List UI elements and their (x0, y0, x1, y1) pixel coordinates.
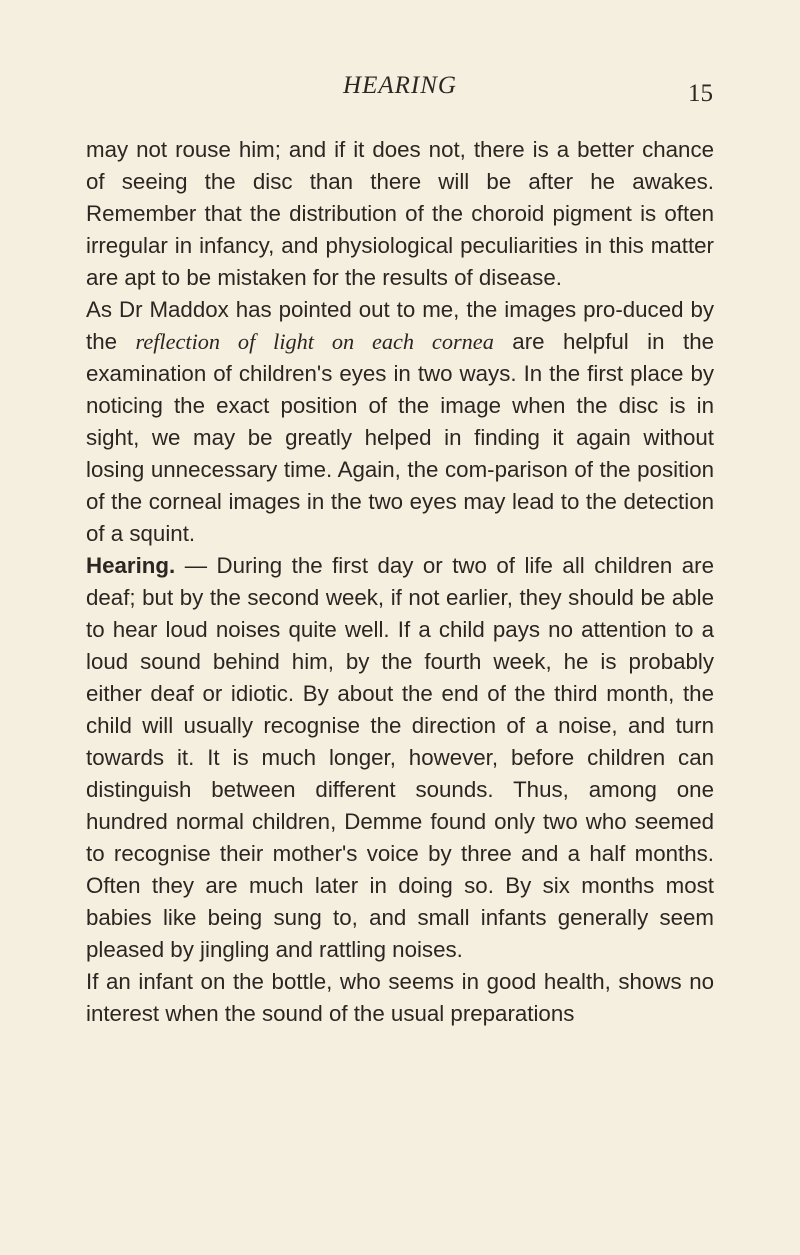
paragraph-3-text: — During the first day or two of life all children are deaf; but by the second week, if not earlier, they should be able to hear loud noises quite well. If a child pays no attention to a loud sound behind him, by the fourth week, he is probably either deaf or idiotic. By about the end of the third month, the child will usually recognise the direction of a noise, and turn towards it. It is much longer, however, before children can distinguish between different sounds. Thus, among one hundred normal children, Demme found only two who seemed to recognise their mother's voice by three and a half months. Often they are much later in doing so. By six months most babies like being sung to, and small infants generally seem pleased by jingling and rattling noises. (86, 553, 714, 962)
paragraph-2 (86, 294, 714, 550)
paragraph-4: If an infant on the bottle, who seems in good health, shows no interest when the sound of the usual preparations (86, 969, 714, 1026)
body-text (86, 134, 714, 1030)
section-heading-hearing: Hearing. (86, 553, 176, 578)
paragraph-2-text-after: are helpful in the examination of children's eyes in two ways. In the first place by noticing the exact position of the image when the disc is in sight, we may be greatly helped in finding it again without losing unnecessary time. Again, the com-parison of the position of the corneal images in the two eyes may lead to the detection of a squint. (86, 329, 714, 546)
paragraph-2-text-before: As Dr Maddox has pointed out to me, the images pro-duced by the (86, 297, 714, 354)
paragraph-3 (86, 550, 714, 966)
running-head: HEARING (343, 72, 457, 99)
paragraph-1: may not rouse him; and if it does not, there is a better chance of seeing the disc than there will be after he awakes. Remember that the distribution of the choroid pigment is often irregular in infancy, and physiological peculiarities in this matter are apt to be mistaken for the results of disease. (86, 137, 714, 290)
page-number: 15 (688, 80, 713, 107)
italic-emphasis: reflection of light on each cornea (135, 329, 494, 354)
